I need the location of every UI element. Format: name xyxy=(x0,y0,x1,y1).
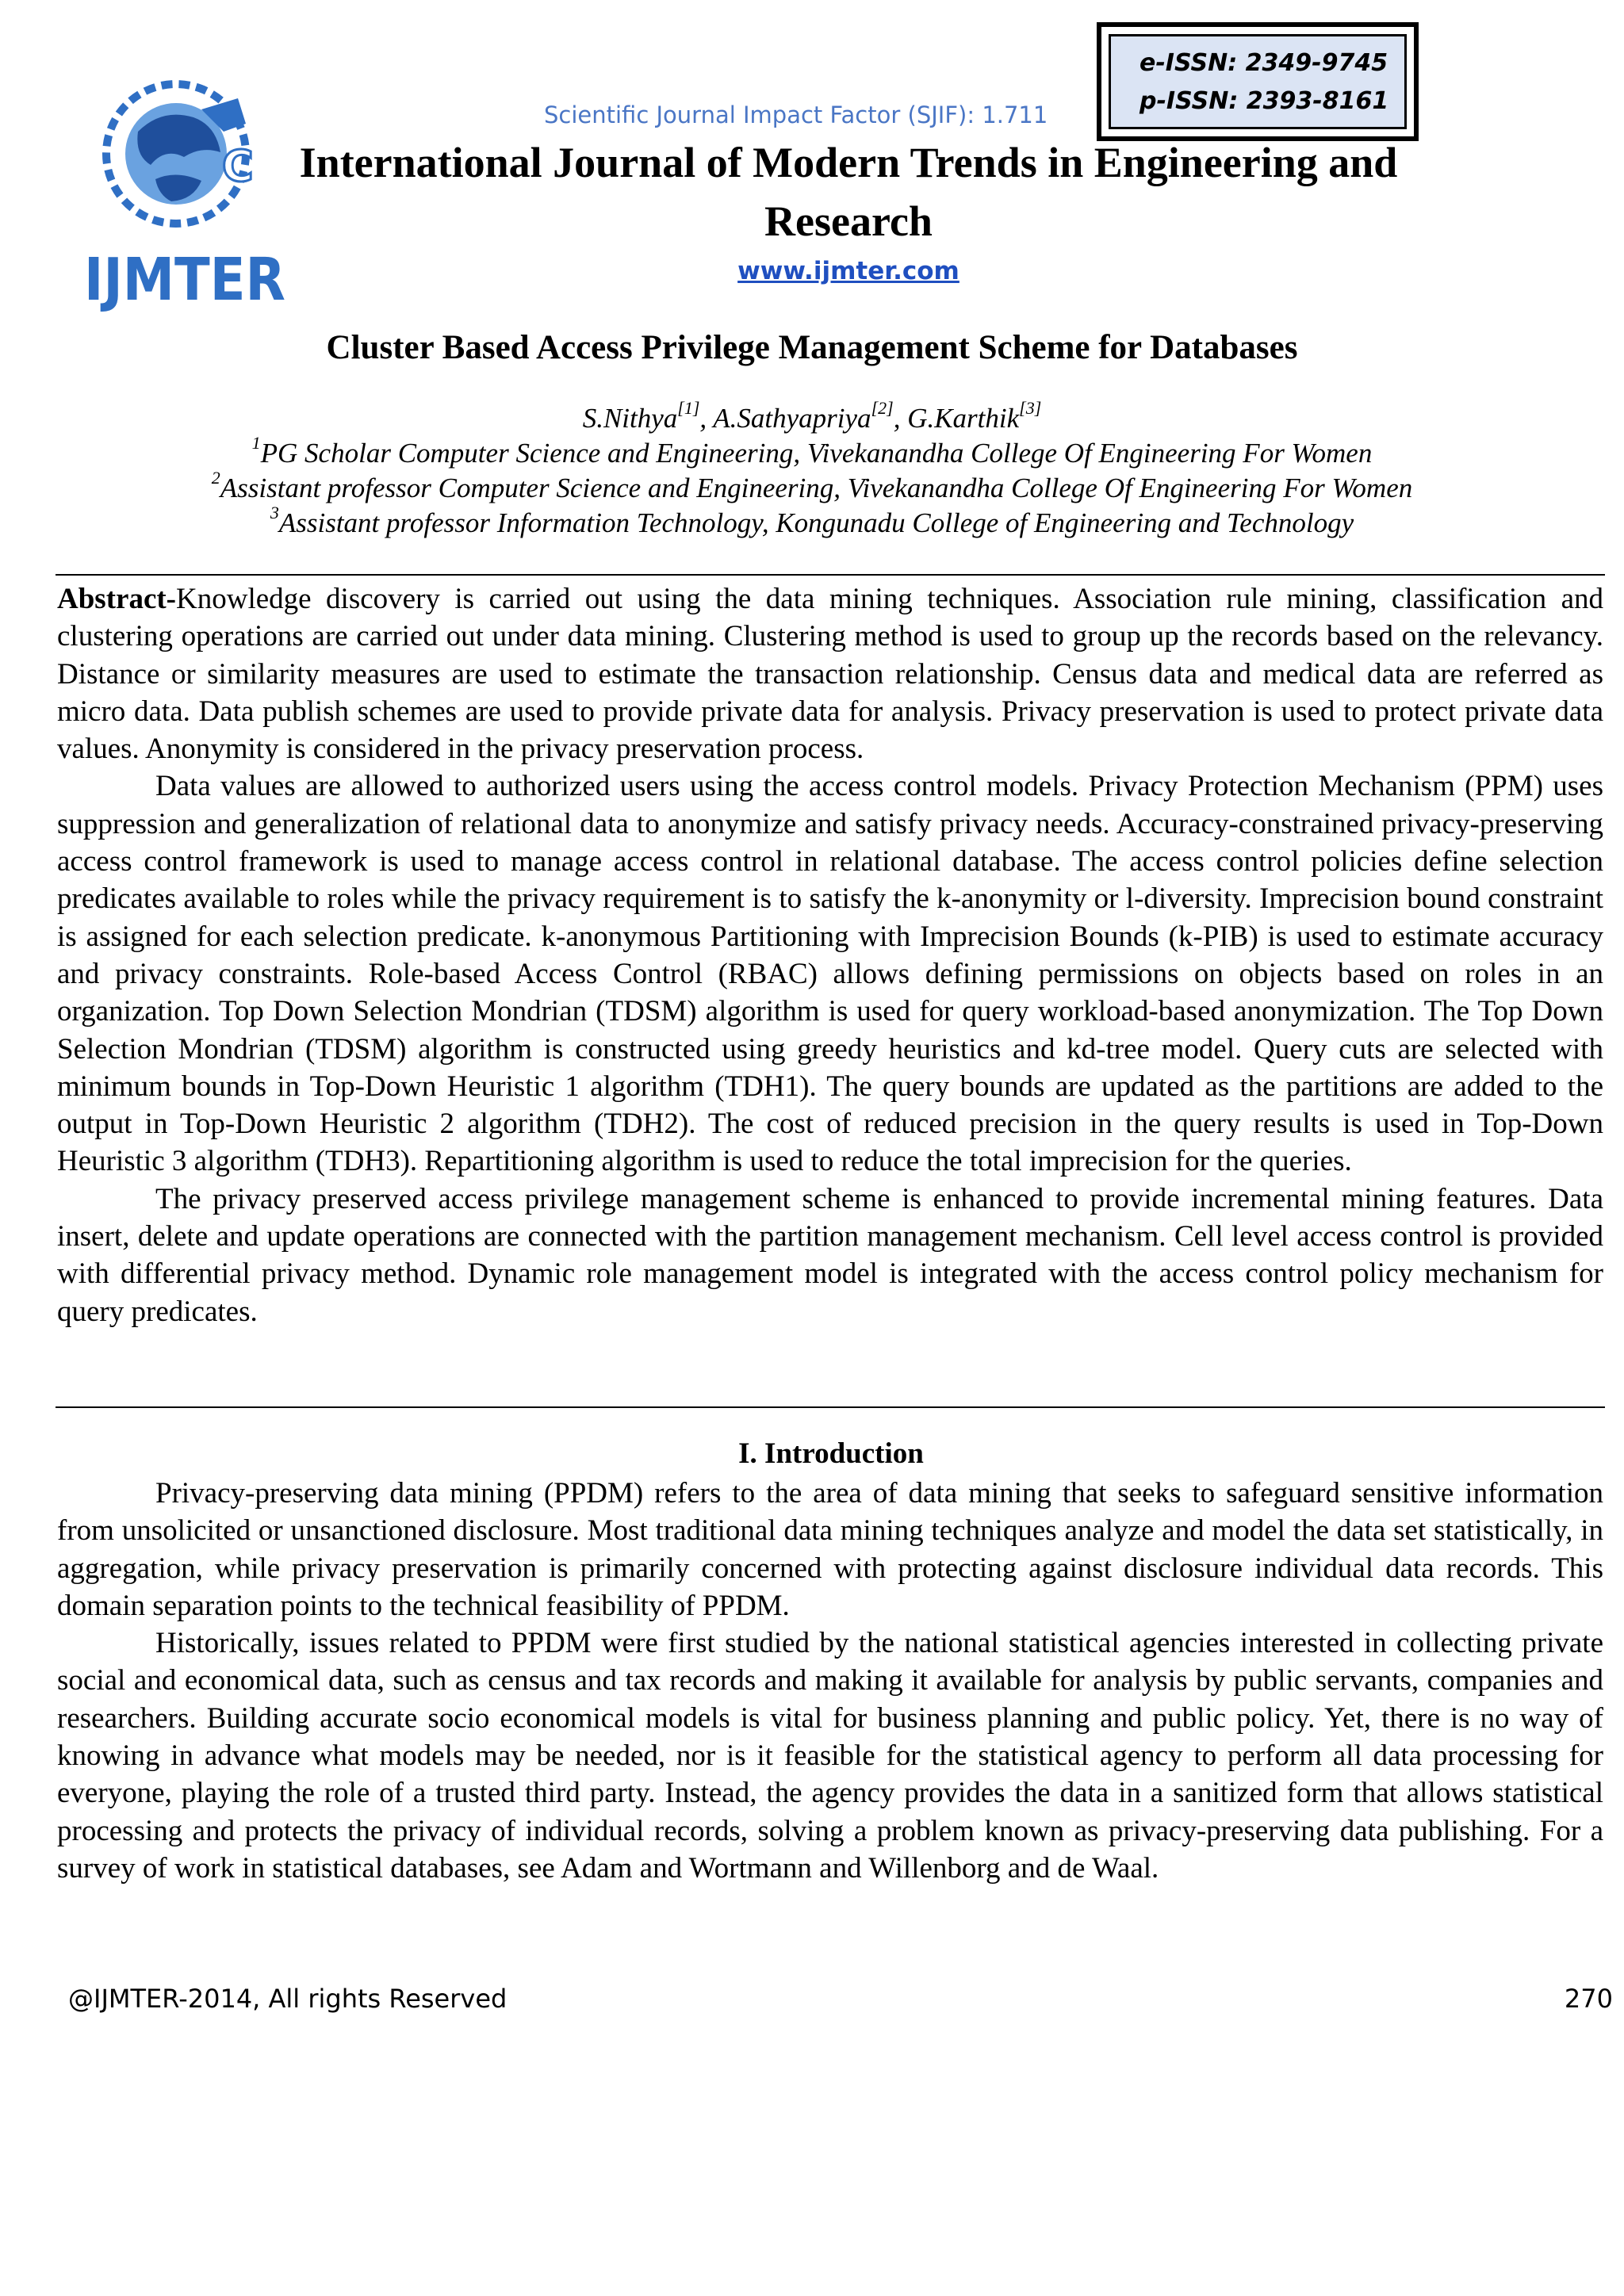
abstract-paragraph-text: Knowledge discovery is carried out using the data mining techniques. Association rule mining, classification and clustering operations are carried out under data mining. Clustering method is used to group up the records based on the relevancy. Distance or similarity measures are used to estimate the transaction relationship. Census data and medical data are referred as micro data. Data publish schemes are used to provide private data for analysis. Privacy preservation is used to protect private data values. Anonymity is considered in the privacy preservation process. xyxy=(57,583,1603,766)
footer-page-number: 270 xyxy=(1564,1984,1613,2014)
globe-icon xyxy=(106,84,254,224)
affiliation-marker: 2 xyxy=(211,468,220,488)
logo-wordmark: IJMTER xyxy=(84,246,285,314)
affiliation-3 xyxy=(0,503,1624,541)
affiliation-text: Assistant professor Information Technology, Kongunadu College of Engineering and Technology xyxy=(278,507,1354,538)
author-name: S.Nithya xyxy=(582,403,678,434)
paper-title: Cluster Based Access Privilege Management Scheme for Databases xyxy=(326,329,1298,366)
svg-text:C: C xyxy=(222,141,254,191)
abstract-label: Abstract- xyxy=(57,583,177,615)
author-name: G.Karthik xyxy=(907,403,1020,434)
section-heading-introduction: I. Introduction xyxy=(738,1437,924,1470)
affiliation-text: PG Scholar Computer Science and Engineering, Vivekanandha College Of Engineering For Women xyxy=(260,438,1373,469)
author-marker: [1] xyxy=(677,398,700,419)
introduction-paragraph: Privacy-preserving data mining (PPDM) refers to the area of data mining that seeks to safeguard sensitive information from unsolicited or unsanctioned disclosure. Most traditional data mining techniques analyze and model the data set statistically, in aggregation, while privacy preservation is primarily concerned with protecting against disclosure individual data records. This domain separation points to the technical feasibility of PPDM. xyxy=(57,1477,1603,1622)
affiliation-2 xyxy=(0,468,1624,506)
eissn-text: e-ISSN: 2349-9745 xyxy=(1139,49,1388,77)
affiliation-text: Assistant professor Computer Science and Engineering, Vivekanandha College Of Engineering For Women xyxy=(220,473,1413,503)
introduction-section xyxy=(57,1475,1603,1887)
sjif-impact-factor: Scientific Journal Impact Factor (SJIF): 1.711 xyxy=(544,101,1048,128)
author-name: A.Sathyapriya xyxy=(713,403,871,434)
affiliation-1 xyxy=(0,433,1624,471)
author-separator: , xyxy=(893,403,908,434)
journal-website-link[interactable]: www.ijmter.com xyxy=(737,257,959,285)
issn-box-inner xyxy=(1109,34,1407,129)
affiliation-marker: 3 xyxy=(270,503,279,523)
abstract-paragraph: Data values are allowed to authorized users using the access control models. Privacy Protection Mechanism (PPM) uses suppression and generalization of relational data to anonymize and satisfy privacy needs. Accuracy-constrained privacy-preserving access control framework is used to manage access control in relational database. The access control policies define selection predicates available to roles while the privacy requirement is to satisfy the k-anonymity or l-diversity. Imprecision bound constraint is assigned for each selection predicate. k-anonymous Partitioning with Imprecision Bounds (k-PIB) is used to estimate accuracy and privacy constraints. Role-based Access Control (RBAC) allows defining permissions on objects based on roles in an organization. Top Down Selection Mondrian (TDSM) algorithm is used for query workload-based anonymization. The Top Down Selection Mondrian (TDSM) algorithm is constructed using greedy heuristics and kd-tree model. Query cuts are selected with minimum bounds in Top-Down Heuristic 1 algorithm (TDH1). The query bounds are updated as the partitions are added to the output in Top-Down Heuristic 2 algorithm (TDH2). The cost of reduced precision in the query results is used in Top-Down Heuristic 3 algorithm (TDH3). Repartitioning algorithm is used to reduce the total imprecision for the queries. xyxy=(57,770,1603,1178)
author-list xyxy=(0,398,1624,436)
affiliation-marker: 1 xyxy=(251,433,261,453)
abstract-top-rule xyxy=(56,574,1605,576)
abstract-section xyxy=(57,580,1603,1330)
journal-title: International Journal of Modern Trends in Engineering and Research xyxy=(299,139,1398,245)
pissn-text: p-ISSN: 2393-8161 xyxy=(1139,87,1389,115)
introduction-paragraph: Historically, issues related to PPDM were first studied by the national statistical agencies interested in collecting private social and economical data, such as census and tax records and making it available for analysis by public servants, companies and researchers. Building accurate socio economical models is vital for business planning and public policy. Yet, there is no way of knowing in advance what models may be needed, nor is it feasible for the statistical agency to perform all data processing for everyone, playing the role of a trusted third party. Instead, the agency provides the data in a sanitized form that allows statistical processing and protects the privacy of individual records, solving a problem known as privacy-preserving data publishing. For a survey of work in statistical databases, see Adam and Wortmann and Willenborg and de Waal. xyxy=(57,1627,1603,1885)
footer-copyright: @IJMTER-2014, All rights Reserved xyxy=(68,1984,508,2014)
ijmter-logo xyxy=(82,76,289,314)
issn-box xyxy=(1097,22,1419,141)
author-marker: [2] xyxy=(871,398,894,419)
author-marker: [3] xyxy=(1019,398,1042,419)
abstract-paragraph xyxy=(57,580,1603,767)
abstract-bottom-rule xyxy=(56,1406,1605,1408)
abstract-paragraph: The privacy preserved access privilege management scheme is enhanced to provide incremental mining features. Data insert, delete and update operations are connected with the partition management mechanism. Cell level access control is provided with differential privacy method. Dynamic role management model is integrated with the access control policy mechanism for query predicates. xyxy=(57,1182,1603,1328)
author-separator: , xyxy=(699,403,714,434)
